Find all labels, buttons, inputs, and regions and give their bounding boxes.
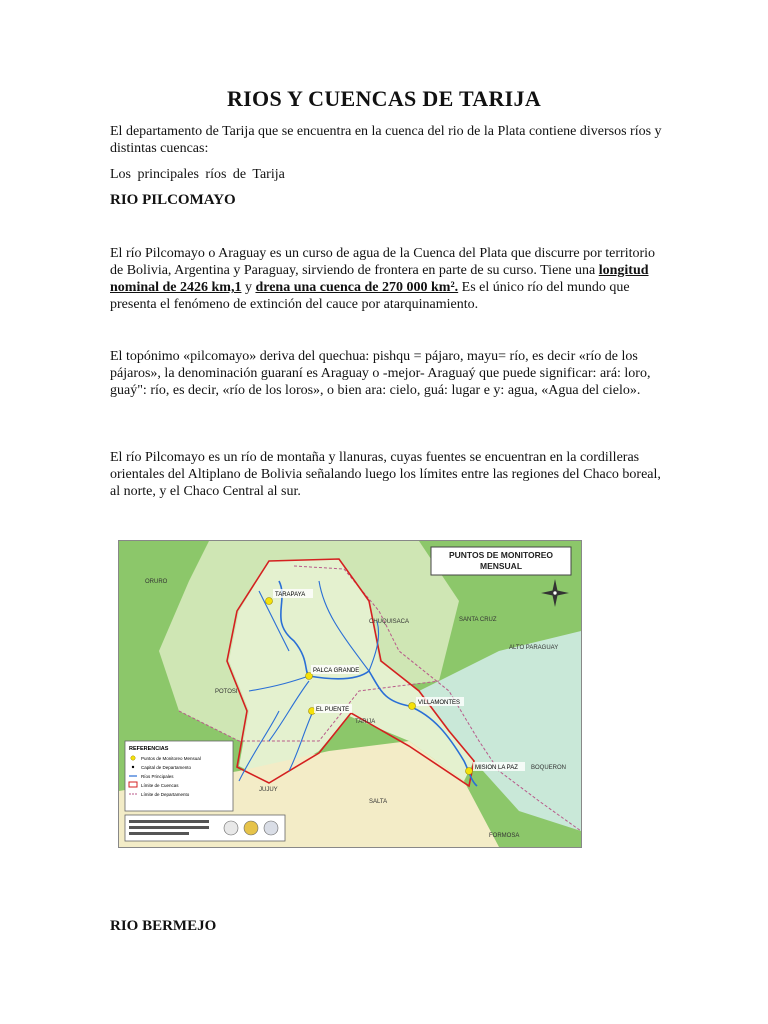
seal-argentina-icon: [224, 821, 238, 835]
seal-bolivia-icon: [244, 821, 258, 835]
legend-capital-icon: [132, 766, 134, 768]
legend-item-3: Límite de Cuencas: [141, 783, 179, 788]
legend-item-1: Capital de Departamento: [141, 765, 192, 770]
pilcomayo-paragraph-3: El río Pilcomayo es un río de montaña y llanuras, cuyas fuentes se encuentran en la cordilleras orientales del Altiplano de Bolivia señalando luego los límites entre las regiones del Chaco boreal, al norte, y el Chaco Central al sur.: [110, 450, 661, 499]
pilcomayo-paragraph-1: [110, 245, 670, 313]
region-alto-paraguay: ALTO PARAGUAY: [509, 645, 559, 651]
region-oruro: ORURO: [145, 579, 168, 585]
map-title-line2: MENSUAL: [479, 561, 523, 571]
p1-longitud: longitud nominal de 2426 km,1: [110, 263, 649, 295]
region-potosi: POTOSI: [215, 689, 238, 695]
legend-item-4: Límite de Departamento: [141, 792, 190, 797]
seal-paraguay-icon: [264, 821, 278, 835]
region-boqueron: BOQUERON: [531, 765, 567, 771]
station-mision-la-paz: [466, 768, 473, 775]
region-salta: SALTA: [369, 799, 388, 805]
label-el-puente: EL PUENTE: [316, 707, 350, 713]
intro-paragraph: El departamento de Tarija que se encuentra en la cuenca del rio de la Plata contiene diversos ríos y distintas cuencas:: [110, 124, 662, 156]
footer-text-line-3: [129, 832, 189, 835]
region-tarija: TARIJA: [355, 719, 376, 725]
region-jujuy: JUJUY: [259, 787, 278, 793]
heading-rio-pilcomayo: RIO PILCOMAYO: [110, 192, 236, 208]
heading-rio-bermejo: RIO BERMEJO: [110, 918, 217, 934]
map-title-line1: PUNTOS DE MONITOREO: [448, 550, 554, 560]
label-tarapaya: TARAPAYA: [275, 592, 306, 598]
monitoring-map: [118, 540, 582, 848]
label-palca-grande: PALCA GRANDE: [313, 668, 360, 674]
p1-cuenca: drena una cuenca de 270 000 km².: [255, 280, 459, 295]
legend-item-0: Puntos de Monitoreo Mensual: [141, 756, 201, 761]
p1-text-c: y: [241, 280, 256, 295]
pilcomayo-paragraph-2: El topónimo «pilcomayo» deriva del quechua: pishqu = pájaro, mayu= río, es decir «río de los pájaros», la denominación guaraní es Araguay o -mejor- Araguaý que puede significar: ará: loro, guaý": río, es decir, «río de los loros», o bien ara: cielo, guá: lugar e y: agua, «Agua del cielo».: [110, 349, 651, 398]
region-chuquisaca: CHUQUISACA: [369, 619, 410, 625]
p1-text-e: Es el único río del mundo que presenta el fenómeno de extinción del cauce por atarquinamiento.: [110, 280, 630, 312]
label-villamontes: VILLAMONTES: [418, 700, 461, 706]
station-tarapaya: [266, 598, 273, 605]
station-villamontes: [409, 703, 416, 710]
footer-text-line-1: [129, 820, 209, 823]
footer-text-line-2: [129, 826, 209, 829]
principales-text: Los principales ríos de Tarija: [110, 167, 285, 182]
region-santa-cruz: SANTA CRUZ: [459, 617, 497, 623]
label-mision-la-paz: MISION LA PAZ: [475, 765, 518, 771]
legend-title: REFERENCIAS: [129, 746, 169, 752]
page-title: RIOS Y CUENCAS DE TARIJA: [226, 86, 542, 111]
legend-station-icon: [131, 756, 135, 760]
p1-text-a: El río Pilcomayo o Araguay es un curso de agua de la Cuenca del Plata que discurre por territorio de Bolivia, Argentina y Paraguay, sirviendo de frontera en parte de su curso. Tiene una: [110, 246, 656, 278]
region-formosa: FORMOSA: [489, 833, 520, 839]
legend-item-2: Ríos Principales: [141, 774, 174, 779]
